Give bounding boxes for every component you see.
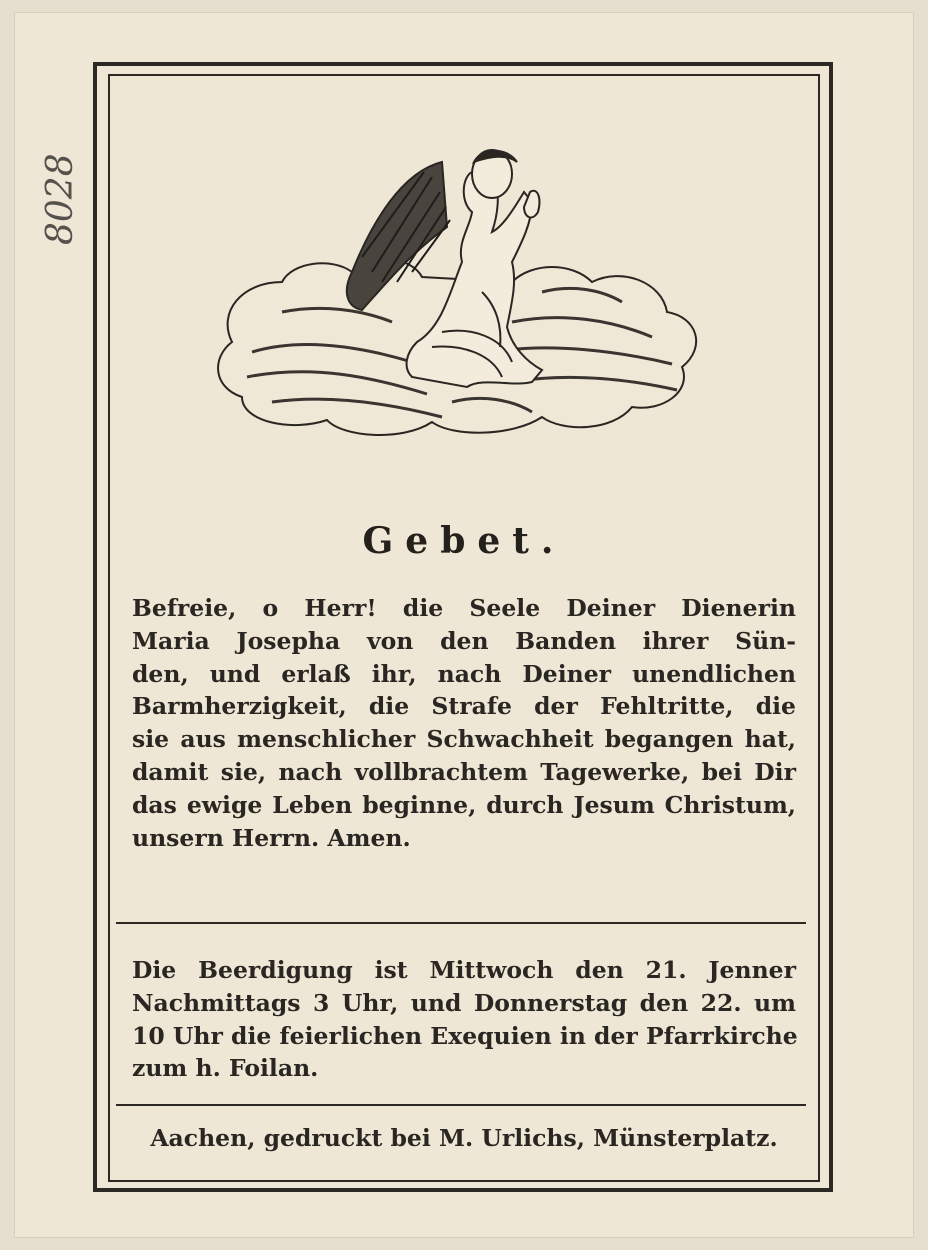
prayer-line: den, und erlaß ihr, nach Deiner unendlichen (132, 659, 796, 688)
prayer-line: sie aus menschlicher Schwachheit begangen hat, (132, 725, 796, 754)
prayer-line: Befreie, o Herr! die Seele Deiner Dienerin (132, 594, 796, 622)
prayer-line: Barmherzigkeit, die Strafe der Fehltritte, die (132, 692, 796, 721)
prayer-line: damit sie, nach vollbrachtem Tagewerke, bei Dir (132, 757, 796, 786)
funeral-line: Nachmittags 3 Uhr, und Donnerstag den 22. um (132, 988, 796, 1017)
prayer-line: Maria Josepha von den Banden ihrer Sün- (132, 626, 796, 655)
funeral-line: 10 Uhr die feierlichen Exequien in der Pfarrkirche (132, 1021, 798, 1050)
kneeling-angel-on-cloud-illustration (212, 132, 708, 452)
printer-imprint: Aachen, gedruckt bei M. Urlichs, Münsterplatz. (150, 1124, 778, 1152)
funeral-notice (132, 954, 796, 1085)
divider-rule (116, 922, 806, 924)
funeral-line: zum h. Foilan. (132, 1054, 319, 1083)
prayer-line: unsern Herrn. Amen. (132, 823, 411, 852)
handwritten-note: 8028 (40, 153, 81, 245)
prayer-title: Gebet. (362, 520, 566, 562)
funeral-line: Die Beerdigung ist Mittwoch den 21. Jenner (132, 956, 796, 984)
divider-rule (116, 1104, 806, 1106)
prayer-line: das ewige Leben beginne, durch Jesum Christum, (132, 790, 796, 819)
prayer-text (132, 592, 796, 854)
